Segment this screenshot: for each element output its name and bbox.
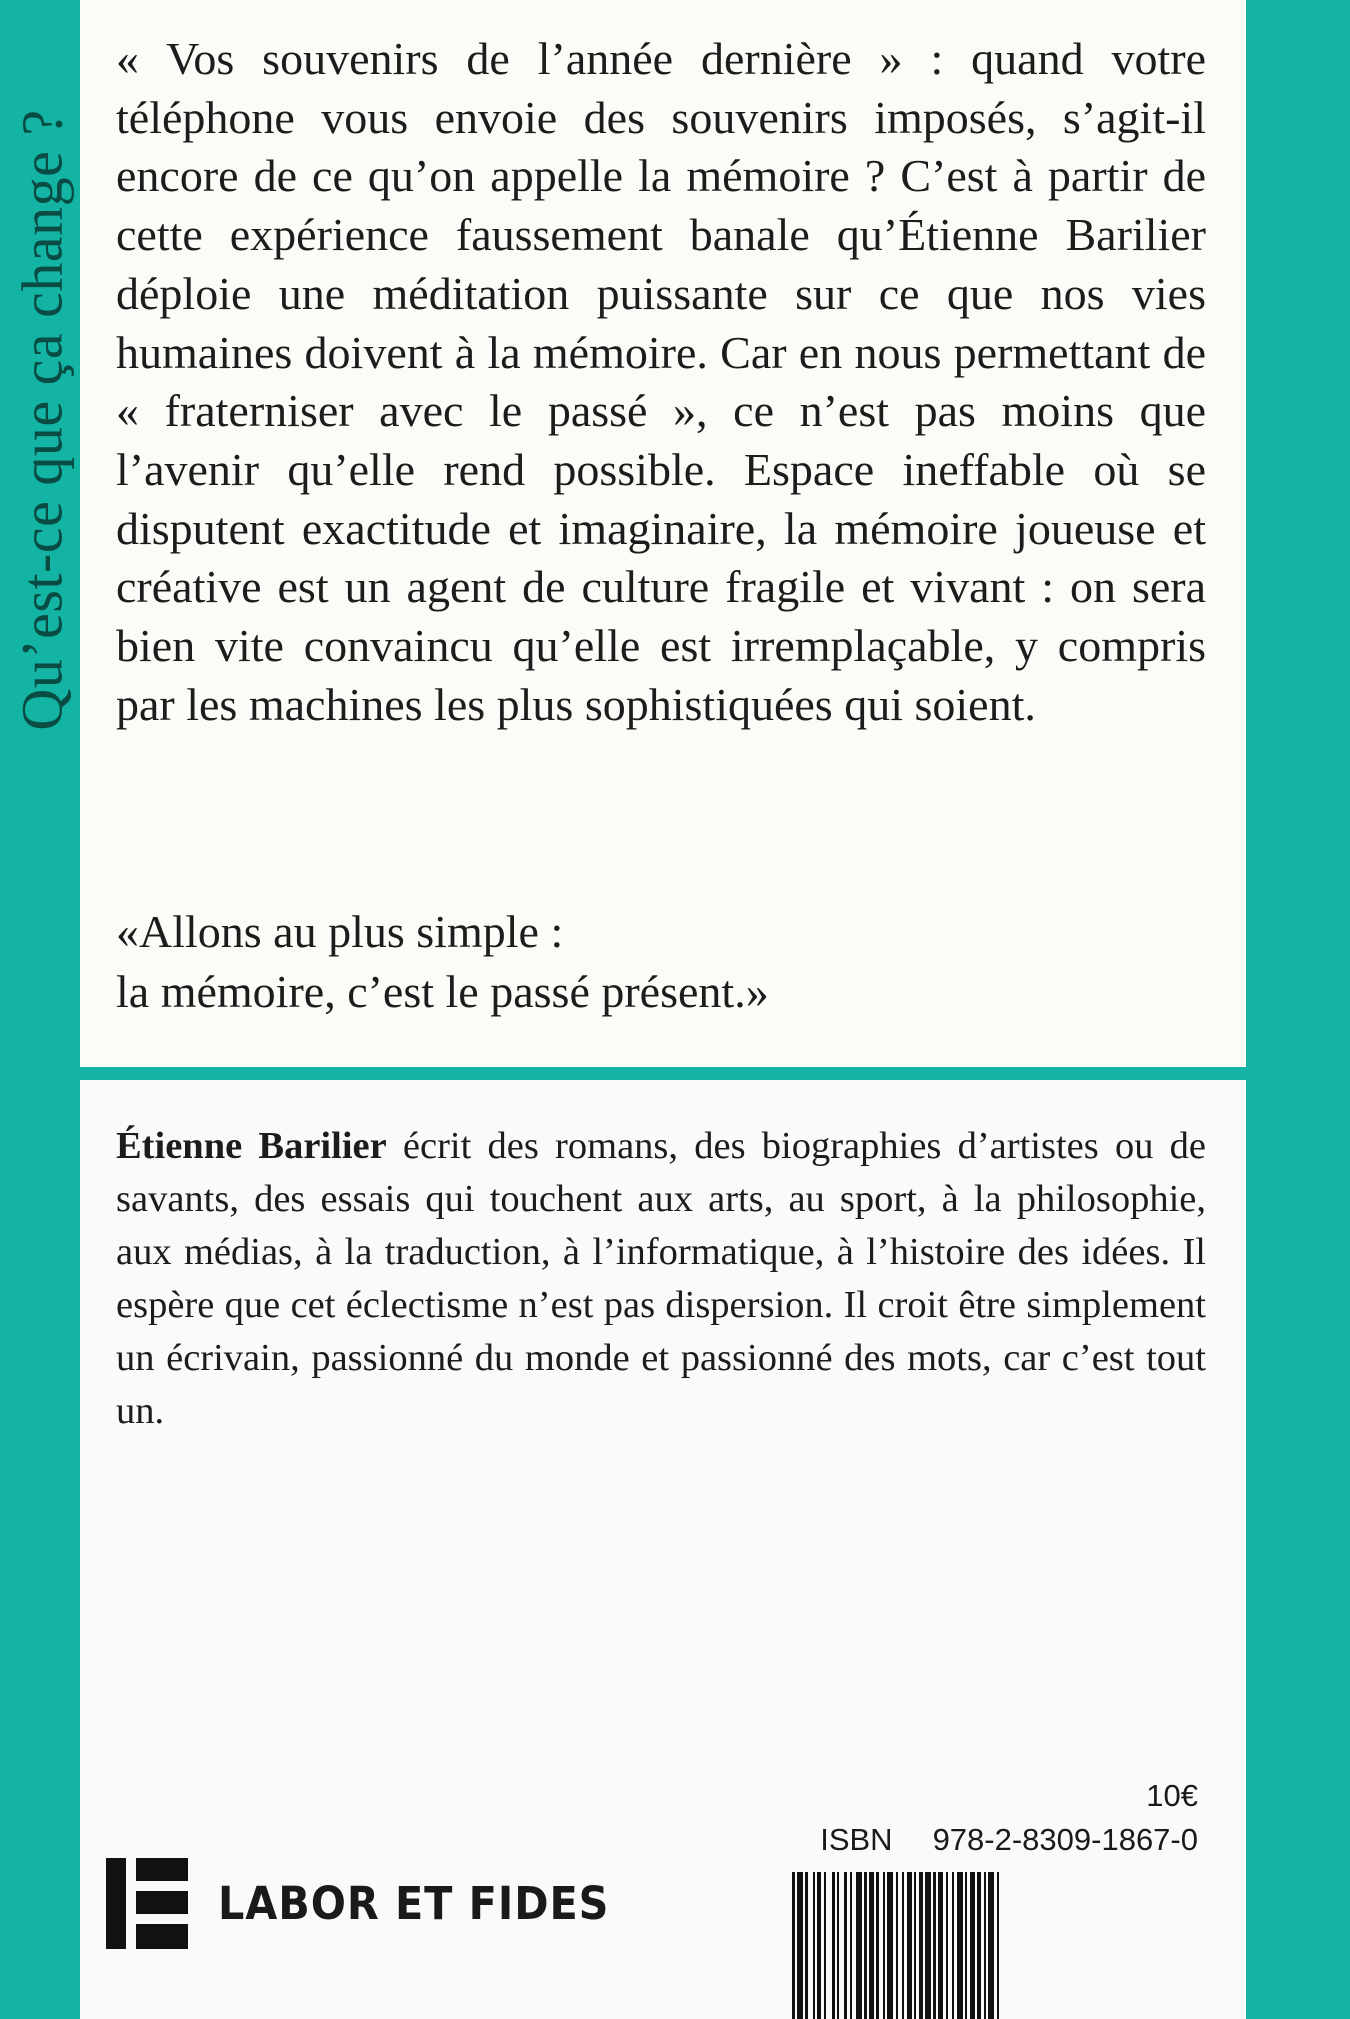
- spine-strip: [0, 0, 80, 2019]
- publisher-mark: [106, 1858, 643, 1949]
- pull-quote: [116, 902, 1206, 1022]
- price: 10€: [1146, 1778, 1198, 1813]
- pull-quote-line-1: «Allons au plus simple :: [116, 906, 564, 957]
- publisher-name: LABOR ET FIDES: [218, 1877, 610, 1930]
- author-name: Étienne Barilier: [116, 1125, 387, 1167]
- right-cover-edge: [1246, 0, 1350, 2019]
- isbn-label: ISBN: [820, 1822, 893, 1857]
- barcode: [790, 1872, 1198, 2019]
- isbn: [820, 1822, 1198, 1858]
- author-bio: [116, 1120, 1206, 1438]
- publisher-logo-icon: [106, 1858, 188, 1949]
- spine-title: Qu’est-ce que ça change ?: [9, 109, 75, 731]
- panel-divider: [80, 1067, 1246, 1080]
- pull-quote-line-2: la mémoire, c’est le passé présent.»: [116, 966, 769, 1017]
- isbn-number: 978-2-8309-1867-0: [932, 1822, 1198, 1857]
- author-bio-text: écrit des romans, des biographies d’artistes ou de savants, des essais qui touchent aux arts, au sport, à la philosophie, aux médias, à la traduction, à l’informatique, à l’histoire des idées. Il espère que cet éclectisme n’est pas dispersion. Il croit être simplement un écrivain, passionné du monde et passionné des mots, car c’est tout un.: [116, 1125, 1206, 1432]
- blurb-text: « Vos souvenirs de l’année dernière » : quand votre téléphone vous envoie des souvenirs imposés, s’agit-il encore de ce qu’on appelle la mémoire ? C’est à partir de cette expérience faussement banale qu’Étienne Barilier déploie une méditation puissante sur ce que nos vies humaines doivent à la mémoire. Car en nous permettant de « fraterniser avec le passé », ce n’est pas moins que l’avenir qu’elle rend possible. Espace ineffable où se disputent exactitude et imaginaire, la mémoire joueuse et créative est un agent de culture fragile et vivant : on sera bien vite convaincu qu’elle est irremplaçable, y compris par les machines les plus sophistiquées qui soient.: [116, 33, 1206, 730]
